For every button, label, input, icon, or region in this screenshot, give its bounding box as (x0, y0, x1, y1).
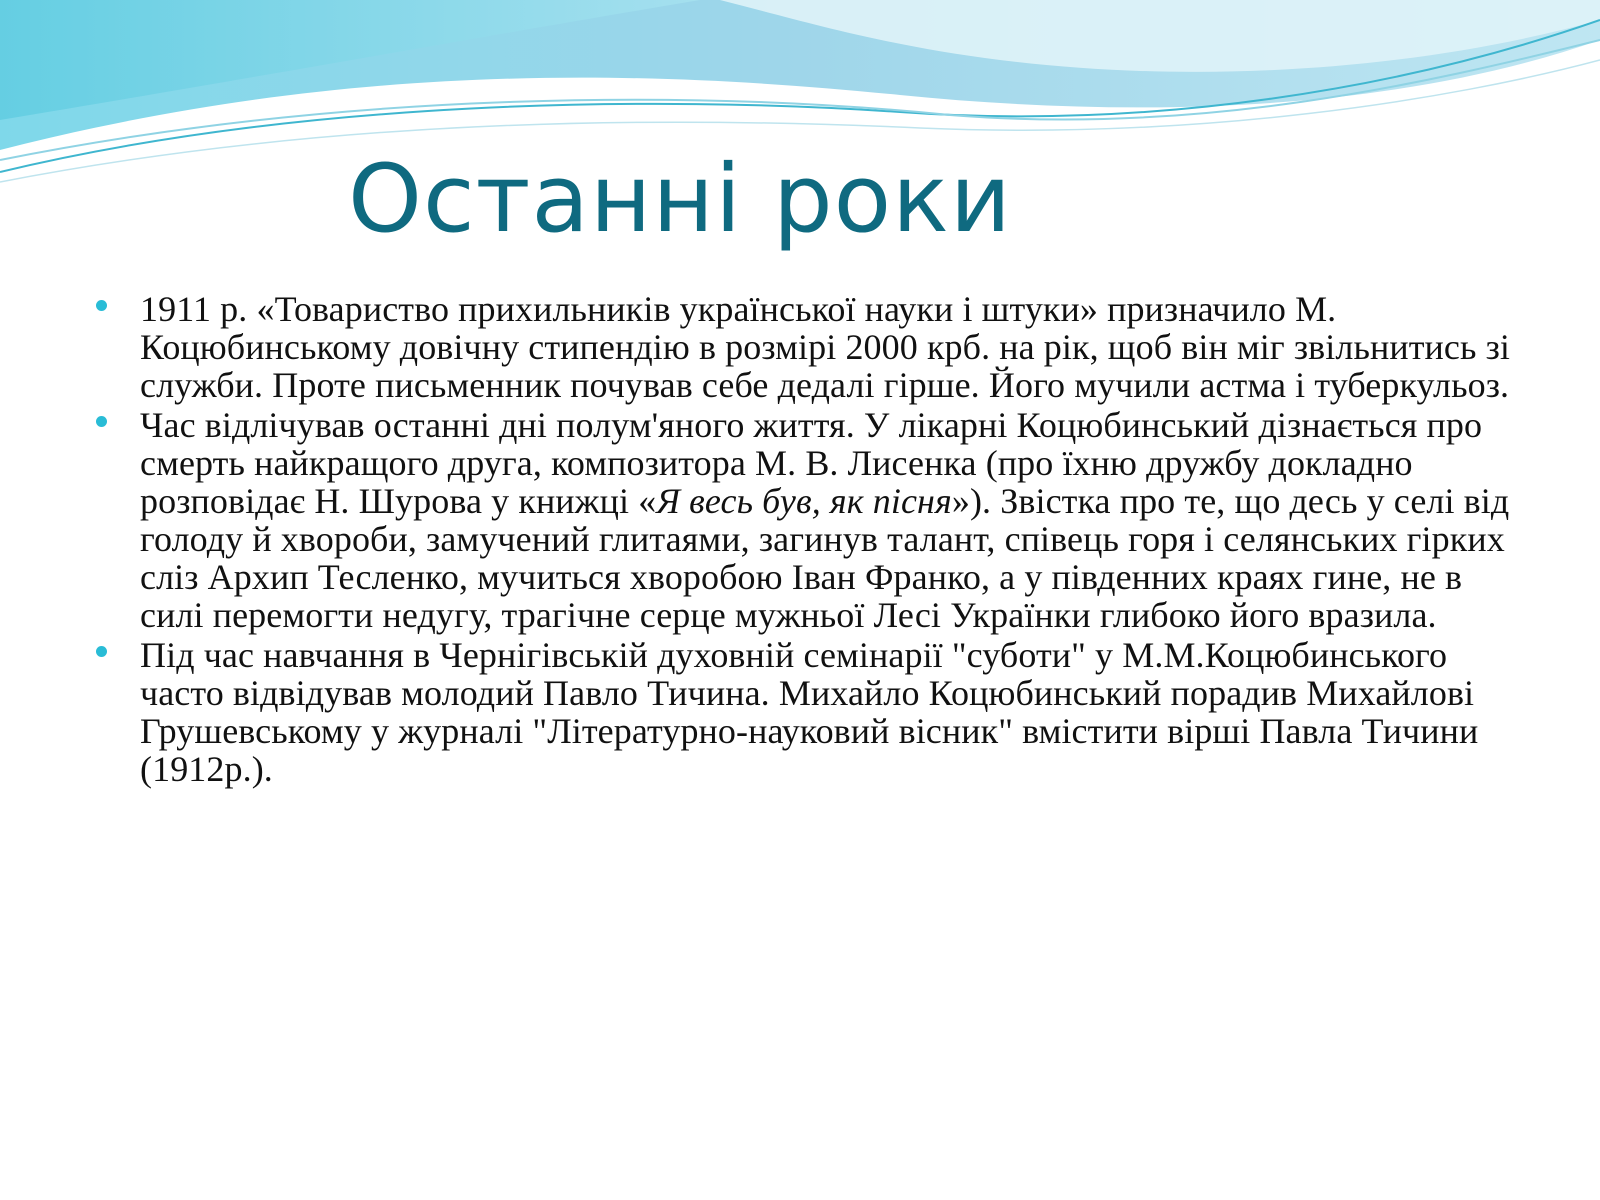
bullet-dot-icon (96, 646, 107, 657)
bullet-item (90, 290, 1530, 404)
bullet-text (140, 406, 1530, 634)
bullet-dot-icon (96, 300, 107, 311)
bullet-text-before: Час відлічував останні дні полум'яного життя. У лікарні Коцюбинський дізнається про смерть найкращого друга, композитора М. В. Лисенка (про їхню дружбу докладно розповідає Н. Шурова у книжці « (140, 405, 1483, 521)
bullet-item (90, 636, 1530, 788)
bullet-text: 1911 р. «Товариство прихильників української науки і штуки» призначило М. Коцюбинському довічну стипендію в розмірі 2000 крб. на рік, щоб він міг звільнитись зі служби. Проте письменник почував себе дедалі гірше. Його мучили астма і туберкульоз. (140, 289, 1511, 405)
bullet-dot-icon (96, 416, 107, 427)
bullet-text: Під час навчання в Чернігівській духовній семінарії "суботи" у М.М.Коцюбинського часто відвідував молодий Павло Тичина. Михайло Коцюбинський порадив Михайлові Грушевському у журналі "Літературно-науковий вісник" вмістити вірші Павла Тичини (1912р.). (140, 635, 1479, 789)
book-title-italic: Я весь був, як пісня (656, 481, 952, 521)
bullet-list (90, 290, 1530, 790)
bullet-text-after: »). Звістка про те, що десь у селі від голоду й хвороби, замучений глитаями, загинув талант, співець горя і селянських гірких сліз Архип Тесленко, мучиться хворобою Іван Франко, а у південних краях гине, не в силі перемогти недугу, трагічне серце мужньої Лесі Українки глибоко його вразила. (140, 481, 1510, 635)
bullet-item (90, 406, 1530, 634)
slide-title: Останні роки (348, 145, 1012, 254)
